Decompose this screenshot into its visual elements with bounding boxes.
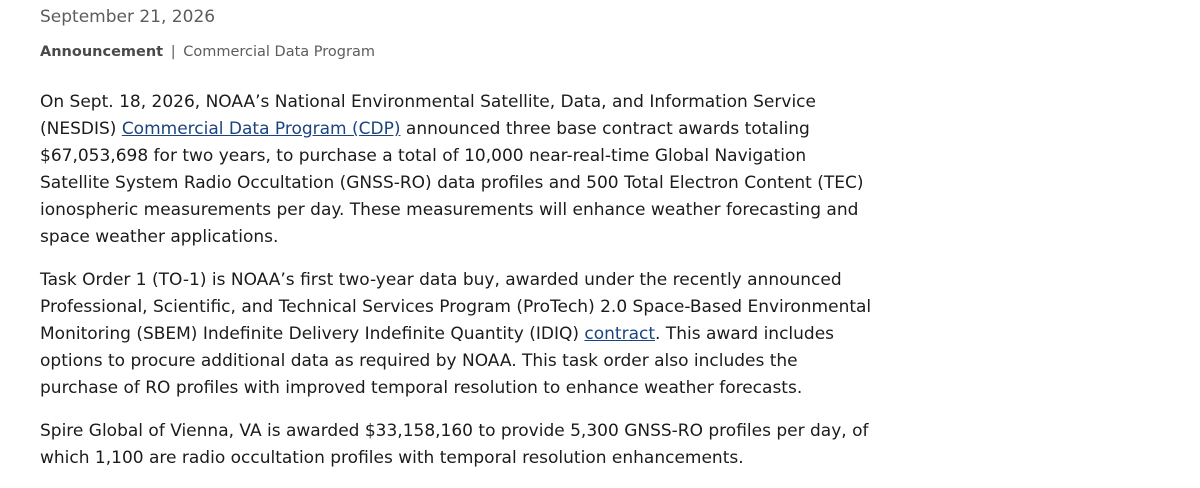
paragraph-2	[40, 267, 880, 402]
paragraph-1-text-end: announced three base contract awards totaling $67,053,698 for two years, to purchase a total of 10,000 near-real-time Global Navigation Satellite System Radio Occultation (GNSS-RO) data profiles and 500 Total Electron Content (TEC) ionospheric measurements per day. These measurements will enhance weather forecasting and space weather applications.	[40, 119, 864, 247]
article-meta	[40, 42, 880, 62]
article	[40, 0, 880, 488]
category-label: Announcement	[40, 44, 164, 60]
publish-date: September 21, 2026	[40, 7, 216, 27]
paragraph-2-text-start: Task Order 1 (TO-1) is NOAA’s first two-year data buy, awarded under the recently announced Professional, Scientific, and Technical Services Program (ProTech) 2.0 Space-Based Environmental Monitoring (SBEM) Indefinite Delivery Indefinite Quantity (IDIQ)	[40, 270, 872, 344]
paragraph-1	[40, 89, 880, 251]
article-body	[40, 89, 880, 472]
program-label: Commercial Data Program	[183, 44, 375, 60]
contract-link[interactable]: contract	[584, 324, 655, 344]
paragraph-3: Spire Global of Vienna, VA is awarded $33,158,160 to provide 5,300 GNSS-RO profiles per day, of which 1,100 are radio occultation profiles with temporal resolution enhancements.	[40, 421, 869, 468]
paragraph-2-text-end: . This award includes options to procure additional data as required by NOAA. This task order also includes the purchase of RO profiles with improved temporal resolution to enhance weather forecasts.	[40, 324, 835, 398]
paragraph-1-text-start: On Sept. 18, 2026, NOAA’s National Environmental Satellite, Data, and Information Service (NESDIS)	[40, 92, 816, 139]
cdp-link[interactable]: Commercial Data Program (CDP)	[121, 119, 401, 139]
meta-separator: |	[170, 44, 176, 60]
